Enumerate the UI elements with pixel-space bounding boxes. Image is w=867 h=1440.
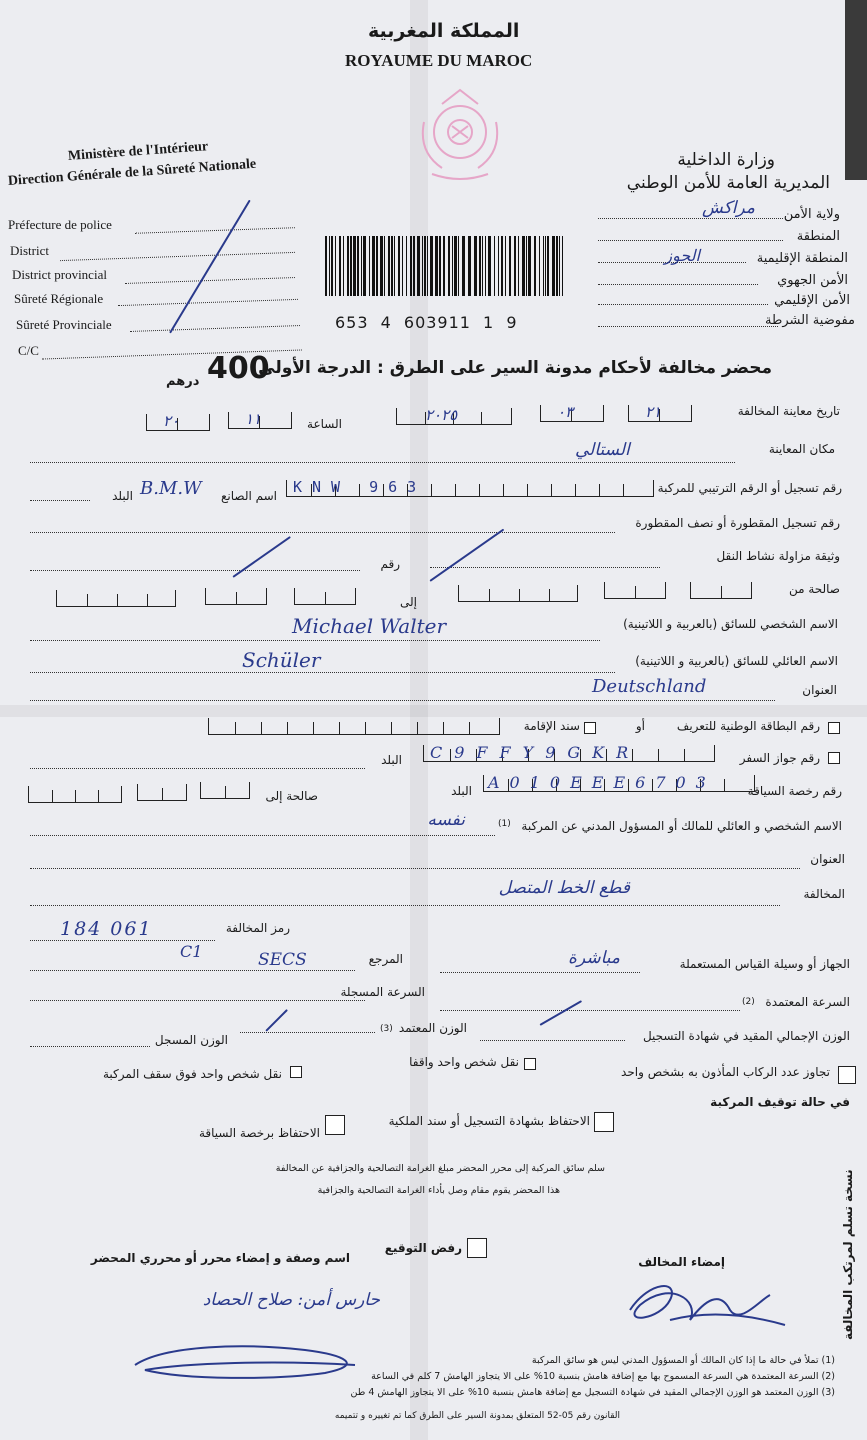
offense-code-value: 184 061 — [60, 918, 153, 940]
approved-speed-note: (2) — [742, 997, 755, 1007]
label-to: إلى — [400, 595, 417, 609]
footnote-2: (2) السرعة المعتمدة هي السرعة المسموح بها مع إضافة هامش بنسبة 10% على الا يتجاوز الهامش 7 كلم في الساعة — [371, 1371, 835, 1382]
label-registration: رقم تسجيل أو الرقم الترتيبي للمركبة — [657, 481, 842, 495]
label-address: العنوان — [802, 683, 837, 697]
number-line — [30, 570, 360, 571]
keep-registration-checkbox[interactable] — [594, 1112, 614, 1132]
owner-value: نفسه — [427, 810, 465, 830]
fr-field-line — [125, 277, 295, 284]
form-title: محضر مخالفة لأحكام مدونة السير على الطرق : الدرجة الأولى — [258, 358, 772, 378]
label-offense-code: رمز المخالفة — [225, 921, 290, 935]
ar-field-line — [598, 240, 783, 241]
valid-to-day — [294, 588, 356, 605]
offense-code-line — [30, 940, 215, 941]
roof-passenger-checkbox[interactable] — [290, 1066, 302, 1078]
reference-line — [30, 970, 355, 971]
fr-ministry: Ministère de l'Intérieur — [67, 139, 209, 164]
keep-license-checkbox[interactable] — [325, 1115, 345, 1135]
transport-doc-line — [430, 567, 660, 568]
valid-from-year — [458, 585, 578, 602]
offense-class-value: C1 — [180, 942, 203, 961]
fr-field-prefecture: Préfecture de police — [8, 217, 112, 232]
label-owner-address: العنوان — [810, 852, 845, 866]
ar-field-police-station: مفوضية الشرطة — [765, 313, 855, 328]
fr-field-cc: C/C — [18, 343, 39, 358]
recorded-weight-line — [30, 1046, 150, 1047]
license-box: A010EEE6703 — [483, 775, 755, 792]
ar-field-line — [598, 304, 768, 305]
fr-field-district: District — [10, 243, 49, 258]
notice-line-1: سلم سائق المركبة إلى محرر المحضر مبلغ الغرامة التصالحية والجزافية عن المخالفة — [275, 1163, 605, 1174]
label-reference: المرجع — [368, 952, 403, 966]
address-value: Deutschland — [592, 676, 707, 697]
approved-weight-note: (3) — [380, 1024, 393, 1034]
label-national-id: رقم البطاقة الوطنية للتعريف — [676, 719, 820, 733]
approved-weight-line — [240, 1032, 375, 1033]
ar-field-regional-zone: المنطقة الإقليمية — [756, 251, 848, 266]
arabic-kingdom: المملكة المغربية — [368, 20, 520, 42]
ar-field-line — [598, 284, 758, 285]
ar-field-provincial-security: الأمن الإقليمي — [774, 293, 850, 308]
standing-passenger-checkbox[interactable] — [524, 1058, 536, 1070]
total-weight-line — [480, 1040, 625, 1041]
national-id-box — [208, 718, 500, 735]
label-exceed-passengers: تجاوز عدد الركاب المأذون به بشخص واحد — [621, 1065, 830, 1079]
notice-line-2: هذا المحضر يقوم مقام وصل بأداء الغرامة التصالحية والجزافية — [317, 1185, 560, 1196]
fr-direction: Direction Générale de la Sûreté Nationale — [7, 156, 257, 189]
label-license-country: البلد — [451, 784, 472, 798]
barcode-number: 653 4 603911 1 9 — [335, 313, 518, 332]
horizontal-fold — [0, 705, 867, 717]
valid-to-year — [56, 590, 176, 607]
device-line — [440, 972, 640, 973]
passport-box: C9FFY9GKR — [423, 745, 715, 762]
pen-strike — [265, 1009, 288, 1032]
label-valid-until: صالحة إلى — [265, 789, 318, 803]
offense-line — [30, 905, 780, 906]
footnote-3: (3) الوزن المعتمد هو الوزن الإجمالي المقيد في شهادة التسجيل مع إضافة هامش بنسبة 10% على الا يتجاوز الهامش 4 طن — [350, 1387, 835, 1398]
trailer-line — [30, 532, 615, 533]
national-id-checkbox[interactable] — [828, 722, 840, 734]
fr-field-district-provincial: District provincial — [12, 267, 107, 282]
address-line — [30, 700, 775, 701]
label-owner: الاسم الشخصي و العائلي للمالك أو المسؤول المدني عن المركبة — [521, 819, 842, 833]
ar-field-line — [598, 218, 783, 219]
ar-ministry: وزارة الداخلية — [677, 150, 775, 170]
ar-field-wilaya: ولاية الأمن — [783, 207, 840, 222]
pen-strike — [169, 200, 251, 334]
wilaya-value: مراكش — [702, 198, 755, 218]
label-country: البلد — [112, 489, 133, 503]
refuse-sign-checkbox[interactable] — [467, 1238, 487, 1258]
regional-zone-value: الحوز — [664, 246, 700, 265]
reference-value: SECS — [258, 950, 307, 970]
label-approved-speed: السرعة المعتمدة — [765, 995, 850, 1009]
label-trailer: رقم تسجيل المقطورة أو نصف المقطورة — [635, 516, 840, 530]
device-value: مباشرة — [568, 948, 620, 968]
label-recorded-speed: السرعة المسجلة — [340, 985, 425, 999]
license-valid-year — [28, 786, 122, 803]
label-transport-doc: وثيقة مزاولة نشاط النقل — [716, 549, 840, 563]
label-number: رقم — [380, 557, 400, 571]
place-value: الستالي — [575, 440, 630, 460]
label-license: رقم رخصة السياقة — [747, 784, 842, 798]
side-copy-text: نسخة تسلم لمرتكب المخالفة — [841, 1169, 855, 1340]
label-passport-country: البلد — [381, 753, 402, 767]
label-approved-weight: الوزن المعتمد — [398, 1021, 467, 1035]
label-passport: رقم جواز السفر — [739, 751, 820, 765]
fr-field-surete-regionale: Sûreté Régionale — [14, 291, 104, 306]
ar-field-regional-security: الأمن الجهوي — [777, 273, 848, 288]
date-month-box: ٠٣ — [540, 405, 604, 422]
fr-field-line — [118, 299, 298, 306]
coat-of-arms-stamp — [412, 82, 508, 186]
label-standing-passenger: نقل شخص واحد واقفا — [409, 1055, 519, 1069]
label-refuse-sign: رفض التوقيع — [384, 1241, 462, 1255]
owner-line — [30, 835, 495, 836]
valid-to-month — [205, 588, 267, 605]
label-keep-license: الاحتفاظ برخصة السياقة — [198, 1126, 320, 1140]
label-or: أو — [635, 719, 645, 733]
label-first-name: الاسم الشخصي للسائق (بالعربية و اللاتينية) — [623, 617, 838, 631]
label-valid-from: صالحة من — [788, 582, 840, 596]
valid-from-month — [604, 582, 666, 599]
owner-address-line — [30, 868, 800, 869]
last-name-line — [30, 672, 615, 673]
pen-strike — [540, 1000, 583, 1026]
first-name-value: Michael Walter — [292, 614, 447, 638]
date-day-box: ٢١ — [628, 405, 692, 422]
last-name-value: Schüler — [242, 648, 321, 672]
label-roof-passenger: نقل شخص واحد فوق سقف المركبة — [102, 1067, 282, 1081]
first-name-line — [30, 640, 600, 641]
pen-strike — [232, 536, 290, 578]
label-device: الجهاز أو وسيلة القياس المستعملة — [679, 957, 850, 971]
fr-field-surete-provinciale: Sûreté Provinciale — [16, 317, 112, 332]
place-line — [30, 462, 735, 463]
time-hour-box: ١١ — [228, 412, 292, 429]
recorded-speed-line — [30, 1000, 365, 1001]
label-time: الساعة — [307, 417, 342, 431]
country-line — [30, 500, 90, 501]
registration-box: KNW 963 — [286, 480, 654, 497]
label-place: مكان المعاينة — [768, 442, 835, 456]
approved-speed-line — [440, 1010, 740, 1011]
french-kingdom: ROYAUME DU MAROC — [345, 51, 533, 70]
label-residence: سند الإقامة — [523, 719, 580, 733]
pen-strike — [429, 529, 504, 582]
barcode — [323, 236, 567, 298]
time-minute-box: ٢٠ — [146, 414, 210, 431]
exceed-passengers-checkbox[interactable] — [838, 1066, 856, 1084]
label-last-name: الاسم العائلي للسائق (بالعربية و اللاتينية) — [635, 654, 838, 668]
fine-amount: 400 — [207, 351, 270, 386]
background-corner — [845, 0, 867, 180]
label-date-inspection: تاريخ معاينة المخالفة — [737, 404, 840, 418]
label-officer: اسم وصفة و إمضاء محرر أو محرري المحضر — [90, 1251, 350, 1265]
fine-currency: درهم — [166, 374, 200, 389]
manufacturer-value: B.M.W — [140, 478, 202, 499]
label-vehicle-stop: في حالة توقيف المركبة — [710, 1095, 850, 1109]
fr-field-line — [60, 252, 295, 261]
owner-note: (1) — [498, 819, 511, 829]
fr-field-line — [135, 227, 295, 234]
license-valid-day — [200, 782, 250, 799]
label-keep-registration: الاحتفاظ بشهادة التسجيل أو سند الملكية — [388, 1114, 590, 1128]
license-valid-month — [137, 784, 187, 801]
label-recorded-weight: الوزن المسجل — [154, 1033, 228, 1047]
label-offender-signature: إمضاء المخالف — [638, 1255, 725, 1269]
fr-field-line — [130, 325, 300, 332]
residence-checkbox[interactable] — [584, 722, 596, 734]
footnote-1: (1) تملأ في حالة ما إذا كان المالك أو المسؤول المدني ليس هو سائق المركبة — [531, 1355, 835, 1366]
ar-direction: المديرية العامة للأمن الوطني — [626, 173, 830, 193]
label-manufacturer: اسم الصانع — [221, 489, 277, 503]
offense-value: قطع الخط المتصل — [498, 878, 630, 898]
ar-field-zone: المنطقة — [796, 229, 840, 244]
passport-country-line — [30, 768, 365, 769]
law-reference: القانون رقم 05-52 المتعلق بمدونة السير على الطرق كما تم تغييره و تتميمه — [334, 1411, 620, 1421]
passport-checkbox[interactable] — [828, 752, 840, 764]
date-year-box: ٢٠٢٥ — [396, 408, 512, 425]
ar-field-line — [598, 326, 778, 327]
label-offense: المخالفة — [803, 887, 845, 901]
offender-signature — [610, 1270, 800, 1340]
valid-from-day — [690, 582, 752, 599]
label-total-weight: الوزن الإجمالي المقيد في شهادة التسجيل — [642, 1029, 850, 1043]
officer-name: حارس أمن: صلاح الحصاد — [202, 1290, 380, 1310]
